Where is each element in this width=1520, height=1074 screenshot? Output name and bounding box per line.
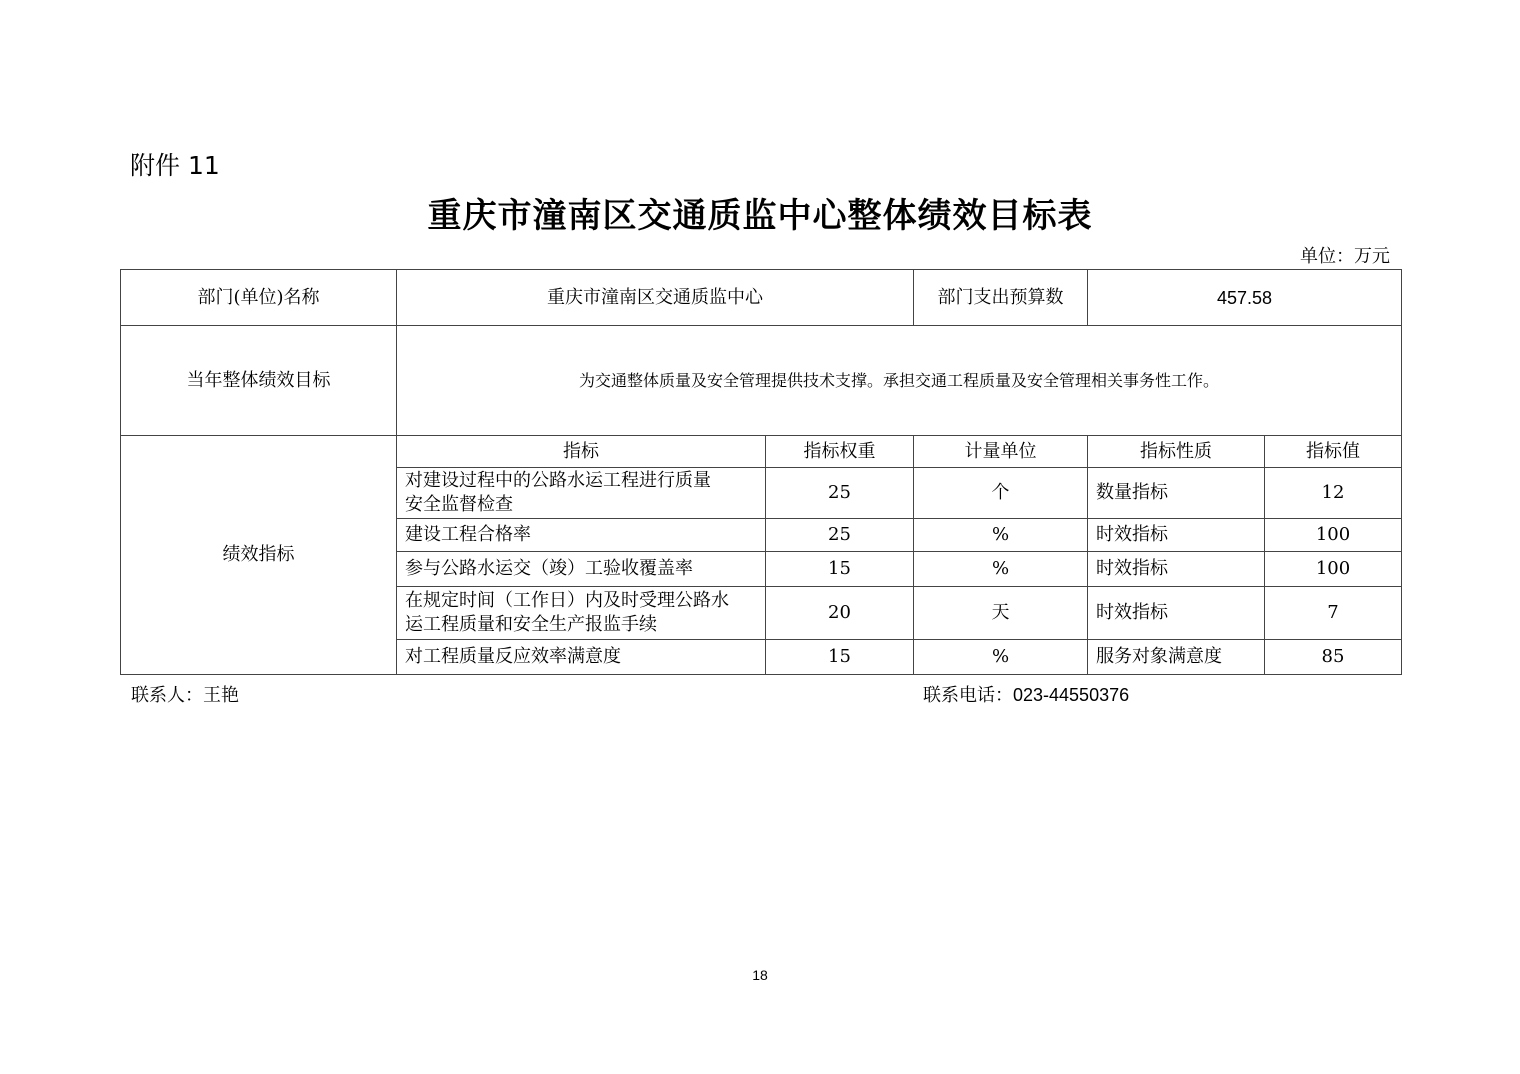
goal-label: 当年整体绩效目标 [121,326,397,436]
indicator-nature: 时效指标 [1088,519,1265,552]
indicator-name-line: 运工程质量和安全生产报监手续 [405,614,657,635]
indicator-unit: 天 [914,587,1088,640]
indicator-weight: 20 [766,587,914,640]
indicator-unit: 个 [914,468,1088,519]
column-header: 指标性质 [1088,436,1265,468]
goal-text: 为交通整体质量及安全管理提供技术支撑。承担交通工程质量及安全管理相关事务性工作。 [397,326,1402,436]
indicator-name-line: 安全监督检查 [405,494,513,515]
contact-label: 联系人： [131,685,203,706]
indicator-value: 85 [1265,640,1402,675]
indicator-unit: % [914,519,1088,552]
indicator-weight: 15 [766,552,914,587]
dept-label: 部门(单位)名称 [121,270,397,326]
indicator-name: 对工程质量反应效率满意度 [397,640,766,675]
indicator-value: 12 [1265,468,1402,519]
column-header: 指标权重 [766,436,914,468]
indicator-name-line: 在规定时间（工作日）内及时受理公路水 [405,590,729,611]
indicator-value: 100 [1265,519,1402,552]
unit-label: 单位：万元 [1300,246,1390,267]
indicator-name: 参与公路水运交（竣）工验收覆盖率 [397,552,766,587]
page-number: 18 [752,967,768,983]
indicator-value: 7 [1265,587,1402,640]
indicator-weight: 25 [766,468,914,519]
attachment-label: 附件 11 [130,151,220,180]
phone-label: 联系电话： [923,685,1013,706]
indicator-nature: 时效指标 [1088,587,1265,640]
budget-label: 部门支出预算数 [914,270,1088,326]
indicator-value: 100 [1265,552,1402,587]
dept-name: 重庆市潼南区交通质监中心 [397,270,914,326]
budget-value: 457.58 [1088,270,1402,326]
column-header: 指标 [397,436,766,468]
indicator-name [397,587,766,640]
indicator-weight: 25 [766,519,914,552]
indicator-unit: % [914,552,1088,587]
indicator-header-row [121,436,1402,468]
indicator-weight: 15 [766,640,914,675]
contact-person [131,681,239,707]
contact-name: 王艳 [203,685,239,706]
phone-number: 023-44550376 [1013,685,1130,705]
indicator-nature: 数量指标 [1088,468,1265,519]
contact-phone [923,681,1129,707]
indicator-name [397,468,766,519]
page-title: 重庆市潼南区交通质监中心整体绩效目标表 [427,196,1093,236]
indicator-nature: 时效指标 [1088,552,1265,587]
goal-row [121,326,1402,436]
column-header: 计量单位 [914,436,1088,468]
indicator-unit: % [914,640,1088,675]
indicator-nature: 服务对象满意度 [1088,640,1265,675]
indicators-label: 绩效指标 [121,436,397,675]
performance-table [120,269,1402,675]
indicator-name: 建设工程合格率 [397,519,766,552]
indicator-name-line: 对建设过程中的公路水运工程进行质量 [405,470,711,491]
column-header: 指标值 [1265,436,1402,468]
dept-row [121,270,1402,326]
